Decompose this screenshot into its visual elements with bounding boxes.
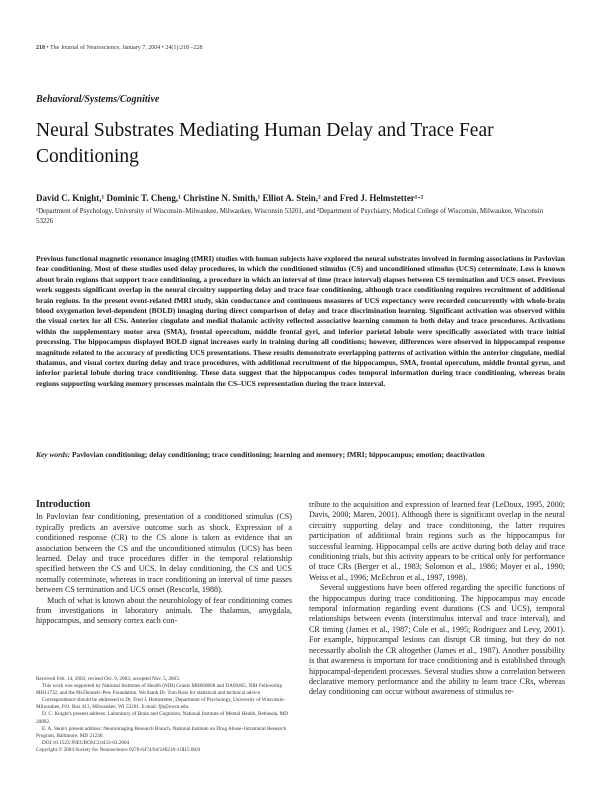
journal-citation: • The Journal of Neuroscience, January 7, 2004 • 24(1):218 –228 (45, 45, 203, 51)
footnote-present-address-1: D. C. Knight's present address: Laboratory of Brain and Cognition, National Institute of Mental Health, Bethesda, MD 20892. (36, 711, 288, 725)
affiliations: ¹Department of Psychology, University of Wisconsin–Milwaukee, Milwaukee, Wisconsin 53201, and ²Department of Psychiatry, Medical College of Wisconsin, Milwaukee, Wisconsin 53226 (36, 208, 544, 225)
intro-paragraph-1: In Pavlovian fear conditioning, presentation of a conditioned stimulus (CS) typically predicts an aversive outcome such as shock. Expression of a conditioned response (CR) to the CS alone is taken as evidence that an association between the CS and the unconditioned stimulus (UCS) has been learned. Delay and trace procedures differ in the temporal relationship specified between the CS and UCS. In delay conditioning, the CS and UCS normally coterminate, whereas in trace conditioning an interval of time passes between CS termination and UCS onset (Rescorla, 1988). (36, 512, 292, 595)
footnote-present-address-2: E. A. Stein's present address: Neuroimaging Research Branch, National Institute on Drug Abuse–Intramural Research Program, Baltimore, MD 21230. (36, 725, 287, 739)
footnote-correspondence: Correspondence should be addressed to Dr. Fred J. Helmstetter, Department of Psychology, University of Wisconsin–Milwaukee, P.O. Box 413, Milwaukee, WI 53201. E-mail: fjh@uwm.edu. (36, 697, 287, 711)
keywords-label: Key words: (36, 450, 71, 459)
footnote-copyright: Copyright © 2004 Society for Neuroscience 0270-6474/04/240218-11$15.00/0 (36, 746, 201, 753)
footnote-funding: This work was supported by National Institutes of Health (NIH) Grants MH060668 and DA09465, NIH Fellowship MH11732, and the McDonnell–Pew Foundation. We thank Dr. Tom Ross for statistical and technical advice. (36, 683, 283, 697)
page-number: 218 (36, 45, 45, 51)
running-head (36, 45, 203, 51)
section-label: Behavioral/Systems/Cognitive (36, 94, 160, 105)
keywords (36, 450, 565, 460)
intro-paragraph-4: Several suggestions have been offered regarding the specific functions of the hippocampus during trace conditioning. The hippocampus may encode temporal information regarding event durations (CS and UCS), temporal relationships between events (interstimulus interval and trace interval), and CR timing (James et al., 1987; Cole et al., 1995; Rodriguez and Levy, 2001). For example, hippocampal lesions can disrupt CR timing, but they do not necessarily abolish the CR altogether (James et al., 1987). Another possibility is that awareness is important for trace conditioning and is established through hippocampal-dependent processes. Several studies show a correlation between declarative memory performance and the ability to learn trace CRs, whereas delay conditioning can occur without awareness of stimulus re- (309, 583, 565, 697)
footnote-received: Received Feb. 14, 2003; revised Oct. 9, 2003; accepted Nov. 5, 2003. (36, 676, 181, 682)
keywords-text: Pavlovian conditioning; delay conditioning; trace conditioning; learning and memory; fMRI; hippocampus; emotion; deactivation (70, 450, 485, 459)
author-list: David C. Knight,¹ Dominic T. Cheng,¹ Christine N. Smith,¹ Elliot A. Stein,² and Fred J. Helmstetter¹·² (36, 193, 424, 203)
right-column (309, 500, 565, 698)
footnotes (36, 676, 292, 754)
abstract: Previous functional magnetic resonance imaging (fMRI) studies with human subjects have explored the neural substrates involved in forming associations in Pavlovian fear conditioning. Most of these studies used delay procedures, in which the conditioned stimulus (CS) and unconditioned stimulus (UCS) coterminate. Less is known about brain regions that support trace conditioning, a procedure in which an interval of time (trace interval) elapses between CS termination and UCS onset. Previous work suggests significant overlap in the neural circuitry supporting delay and trace fear conditioning, although trace conditioning requires recruitment of additional brain regions. In the present event-related fMRI study, skin conductance and continuous measures of UCS expectancy were recorded concurrently with whole-brain blood oxygenation level-dependent (BOLD) imaging during direct comparison of delay and trace discrimination learning. Significant activation was observed within the visual cortex for all CSs. Anterior cingulate and medial thalamic activity reflected associative learning common to both delay and trace procedures. Activations within the supplementary motor area (SMA), frontal operculum, middle frontal gyri, and inferior parietal lobule were specifically associated with trace initial processing. The hippocampus displayed BOLD signal increases early in training during all conditions; however, differences were observed in hippocampal response magnitude related to the accuracy of predicting UCS presentations. These results demonstrate overlapping patterns of activation within the anterior cingulate, medial thalamus, and visual cortex during delay and trace procedures, with additional recruitment of the hippocampus, SMA, frontal operculum, middle frontal gyrus, and inferior parietal lobule during trace conditioning. These data suggest that the hippocampus codes temporal information during trace conditioning, whereas brain regions supporting working memory processes maintain the CS–UCS representation during the trace interval. (36, 254, 565, 388)
intro-paragraph-3: tribute to the acquisition and expression of learned fear (LeDoux, 1995, 2000; Davis, 2000; Maren, 2001). Although there is significant overlap in the neural circuitry supporting delay and trace conditioning, the latter requires participation of additional brain regions such as the hippocampus for successful learning. Hippocampal cells are active during both delay and trace conditioning trials, but this activity appears to be critical only for performance of trace CRs (Berger et al., 1983; Solomon et al., 1986; Moyer et al., 1990; Weiss et al., 1996; McEchron et al., 1997, 1998). (309, 500, 565, 582)
intro-paragraph-2: Much of what is known about the neurobiology of fear conditioning comes from investigations in laboratory animals. The thalamus, amygdala, hippocampus, and sensory cortex each con- (36, 595, 292, 626)
footnote-doi: DOI:10.1523/JNEUROSCI.0433-03.2004 (42, 739, 130, 746)
left-column (36, 500, 292, 627)
article-title: Neural Substrates Mediating Human Delay and Trace Fear Conditioning (36, 120, 494, 167)
introduction-heading: Introduction (36, 499, 91, 510)
